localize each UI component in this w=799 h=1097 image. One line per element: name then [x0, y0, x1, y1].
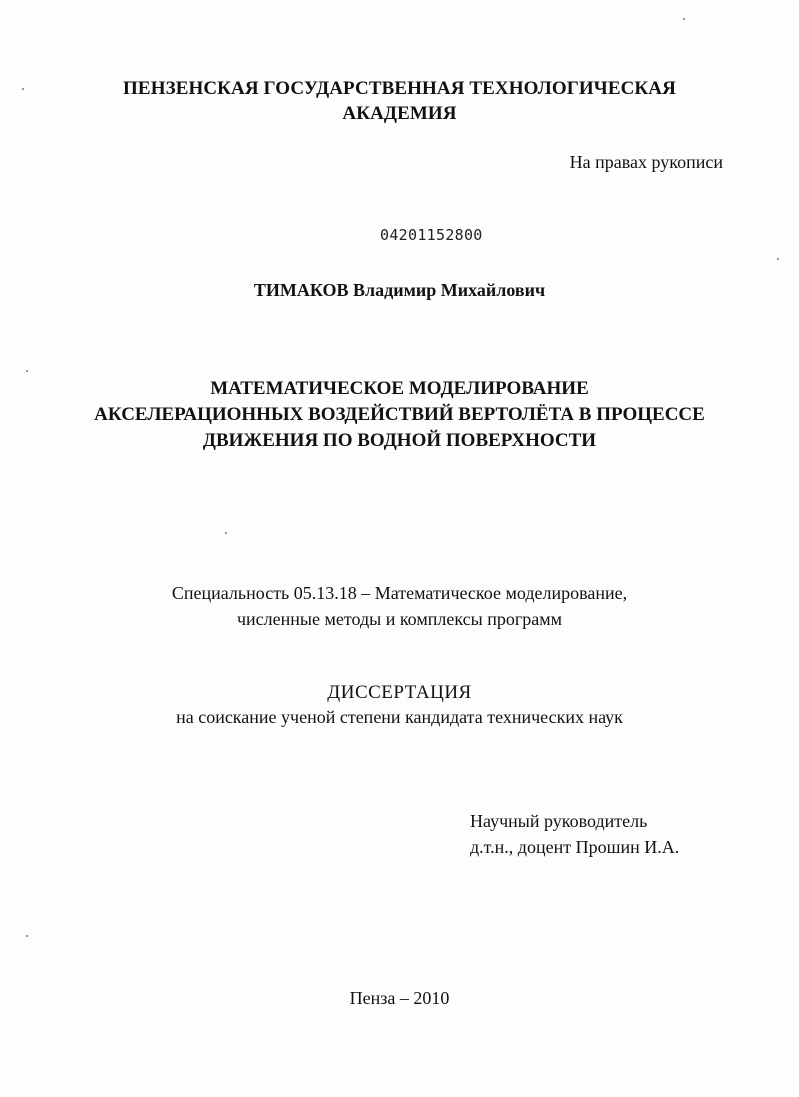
specialty-line-1: Специальность 05.13.18 – Математическое моделирование, [171, 583, 628, 603]
scan-speck [26, 370, 28, 372]
scan-speck [26, 935, 28, 937]
dissertation-block [0, 681, 799, 729]
scan-speck [22, 88, 24, 90]
institution-line-2: АКАДЕМИЯ [342, 103, 457, 124]
title-line-3: ДВИЖЕНИЯ ПО ВОДНОЙ ПОВЕРХНОСТИ [202, 430, 597, 451]
scan-speck [683, 18, 685, 20]
advisor-name: д.т.н., доцент Прошин И.А. [470, 837, 680, 857]
title-line-2: АКСЕЛЕРАЦИОННЫХ ВОЗДЕЙСТВИЙ ВЕРТОЛЁТА В ПРОЦЕССЕ [94, 404, 705, 425]
dissertation-label: ДИССЕРТАЦИЯ [327, 682, 472, 703]
city-year: Пенза – 2010 [349, 988, 450, 1008]
specialty-line-2: численные методы и комплексы программ [236, 609, 563, 629]
institution-heading [0, 76, 799, 126]
author-name: ТИМАКОВ Владимир Михайлович [253, 280, 546, 300]
advisor-block [470, 808, 679, 860]
institution-line-1: ПЕНЗЕНСКАЯ ГОСУДАРСТВЕННАЯ ТЕХНОЛОГИЧЕСКАЯ [123, 78, 676, 99]
scan-speck [225, 532, 227, 534]
dissertation-title [0, 376, 799, 454]
degree-line: на соискание ученой степени кандидата технических наук [176, 707, 623, 727]
title-line-1: МАТЕМАТИЧЕСКОЕ МОДЕЛИРОВАНИЕ [210, 378, 589, 399]
specialty-block [0, 580, 799, 632]
advisor-role: Научный руководитель [470, 811, 648, 831]
rights-note: На правах рукописи [569, 152, 723, 172]
scan-speck [777, 258, 779, 260]
catalog-code: 04201152800 [380, 226, 483, 244]
